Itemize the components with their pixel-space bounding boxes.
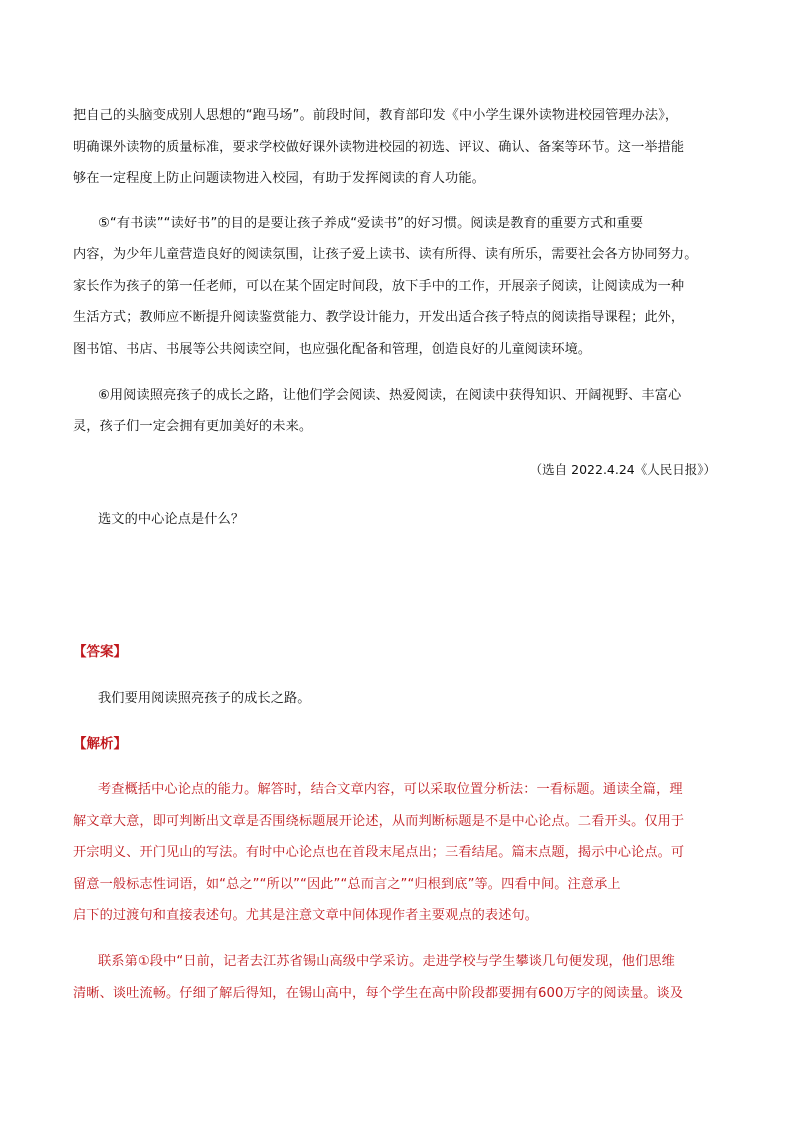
passage-p5-line-5: 图书馆、书店、书展等公共阅读空间，也应强化配备和管理，创造良好的儿童阅读环境。 <box>73 342 592 357</box>
answer-label: 【答案】 <box>73 644 127 660</box>
passage-p4-line-3: 够在一定程度上防止问题读物进入校园，有助于发挥阅读的育人功能。 <box>73 171 485 186</box>
analysis-p2-line-1: 联系第①段中“日前，记者去江苏省锡山高级中学采访。走进学校与学生攀谈几句便发现，他们思维 <box>98 954 675 969</box>
analysis-p1-line-2: 解文章大意，即可判断出文章是否围绕标题展开论述，从而判断标题是不是中心论点。二看开头。仅用于 <box>73 814 685 829</box>
analysis-p1-line-1: 考查概括中心论点的能力。解答时，结合文章内容，可以采取位置分析法：一看标题。通读全篇，理 <box>98 782 683 797</box>
passage-p4-line-2: 明确课外读物的质量标准，要求学校做好课外读物进校园的初选、评议、确认、备案等环节。这一举措能 <box>73 140 685 155</box>
answer-text: 我们要用阅读照亮孩子的成长之路。 <box>98 691 311 706</box>
passage-source: （选自 2022.4.24《人民日报》） <box>529 462 716 477</box>
passage-p5-line-3: 家长作为孩子的第一任老师，可以在某个固定时间段，放下手中的工作，开展亲子阅读，让阅读成为一种 <box>73 279 685 294</box>
passage-p6-line-2: 灵，孩子们一定会拥有更加美好的未来。 <box>73 419 313 434</box>
question-text: 选文的中心论点是什么？ <box>98 512 245 527</box>
passage-p6-line-1: ⑥用阅读照亮孩子的成长之路，让他们学会阅读、热爱阅读，在阅读中获得知识、开阔视野、丰富心 <box>98 388 682 403</box>
analysis-p1-line-4: 留意一般标志性词语，如“总之”“所以”“因此”“总而言之”“归根到底”等。四看中间。注意承上 <box>73 877 621 892</box>
analysis-p1-line-3: 开宗明义、开门见山的写法。有时中心论点也在首段末尾点出；三看结尾。篇末点题，揭示中心论点。可 <box>73 845 685 860</box>
passage-p5-line-2: 内容，为少年儿童营造良好的阅读氛围，让孩子爱上读书、读有所得、读有所乐，需要社会各方协同努力。 <box>73 247 698 262</box>
analysis-p2-line-2: 清晰、谈吐流畅。仔细了解后得知，在锡山高中，每个学生在高中阶段都要拥有600万字的阅读量。谈及 <box>73 986 684 1001</box>
passage-p4-line-1: 把自己的头脑变成别人思想的“跑马场”。前段时间，教育部印发《中小学生课外读物进校园管理办法》， <box>73 108 679 123</box>
analysis-label: 【解析】 <box>73 736 127 752</box>
analysis-p1-line-5: 启下的过渡句和直接表述句。尤其是注意文章中间体现作者主要观点的表述句。 <box>73 908 539 923</box>
passage-p5-line-4: 生活方式；教师应不断提升阅读鉴赏能力、教学设计能力，开发出适合孩子特点的阅读指导课程；此外， <box>73 310 685 325</box>
passage-p5-line-1: ⑤“有书读”“读好书”的目的是要让孩子养成“爱读书”的好习惯。阅读是教育的重要方式和重要 <box>98 216 644 231</box>
